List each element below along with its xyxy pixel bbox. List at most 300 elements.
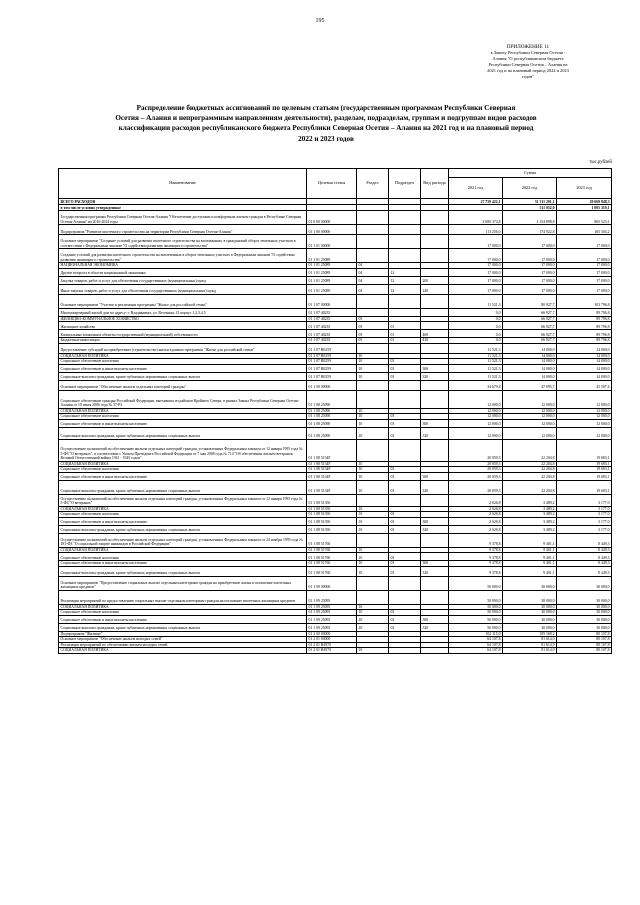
row-amount-2022: 3 489,2 [503,525,557,533]
row-subsection: 03 [389,525,421,533]
row-subsection [389,533,421,547]
row-subsection: 03 [389,517,421,525]
row-section [357,308,389,316]
row-amount-2021: 12 000,0 [449,419,503,427]
row-name: Многоквартирный жилой дом по адресу: г. Владикавказ, ул. Весенняя, 41 корпус 1,2,3,4,5 [59,308,307,316]
header-year-2023: 2023 год [557,178,612,199]
row-target-article: 01 1 08 5134F [307,480,357,494]
row-amount-2023: 80 107,8 [557,631,612,637]
row-amount-2023: 8 449,3 [557,547,612,553]
row-subsection: 03 [389,615,421,623]
document-title [88,103,564,144]
row-name: Основное мероприятие "Обеспечение жильем молодых семей" [59,637,307,643]
row-expense-type [421,308,449,316]
row-amount-2022: 81 614,9 [503,637,557,643]
row-name: Социальные выплаты гражданам, кроме публичных нормативных социальных выплат [59,427,307,439]
row-amount-2023: 19 683,1 [557,467,612,473]
row-amount-2023: 1 005 319,1 [557,205,612,211]
row-section: 10 [357,461,389,467]
row-amount-2022: 9 401,1 [503,533,557,547]
row-amount-2021: 17 000,0 [449,284,503,294]
row-amount-2022: 12 000,0 [503,414,557,420]
row-amount-2023: 30 000,0 [557,604,612,610]
row-expense-type [421,648,449,654]
table-row [59,533,612,547]
row-section: 10 [357,512,389,518]
row-expense-type [421,590,449,604]
row-section: 10 [357,604,389,610]
row-amount-2022: 3 489,2 [503,506,557,512]
row-amount-2023: 89 796,8 [557,330,612,338]
row-amount-2023: 17 000,0 [557,235,612,249]
row-target-article: 01 1 09 25095 [307,610,357,616]
row-amount-2023: 19 683,1 [557,480,612,494]
row-amount-2022: 22 204,8 [503,461,557,467]
row-name: Капитальные вложения в объекты государственной (муниципальной) собственности [59,330,307,338]
row-amount-2023: 89 796,8 [557,338,612,344]
row-amount-2021: 9 378,8 [449,566,503,576]
row-amount-2021: 12 000,0 [449,427,503,439]
row-amount-2022: 30 000,0 [503,623,557,631]
row-expense-type [421,380,449,390]
row-amount-2023: 8 449,3 [557,566,612,576]
row-amount-2023: 89 796,8 [557,308,612,316]
row-amount-2022: 511 052,0 [503,205,557,211]
row-section [357,225,389,235]
table-row [59,211,612,225]
row-subsection: 03 [389,561,421,567]
row-target-article: 01 1 08 5134F [307,467,357,473]
row-amount-2023: 3 177,0 [557,525,612,533]
table-row [59,590,612,604]
row-amount-2023: 45 507,4 [557,380,612,390]
row-name: Социальное обеспечение населения [59,414,307,420]
row-target-article: 01 0 00 00000 [307,211,357,225]
row-amount-2023: 30 000,0 [557,610,612,616]
title-line: Осетия – Алания и непрограммным направлениям деятельности), разделам, подразделам, группам и подгруппам видов расходов [115,114,537,123]
table-row [59,419,612,427]
table-row [59,553,612,561]
row-amount-2023: 14 000,0 [557,353,612,359]
row-target-article: 01 1 09 00000 [307,576,357,590]
row-amount-2023: 12 000,0 [557,419,612,427]
row-amount-2022: 81 614,9 [503,642,557,648]
row-amount-2021: 11 521,3 [449,294,503,308]
row-target-article: 01 1 08 51760 [307,547,357,553]
row-amount-2021: 20 059,3 [449,461,503,467]
row-amount-2021: 17 000,0 [449,235,503,249]
row-expense-type [421,235,449,249]
row-subsection [389,576,421,590]
row-amount-2021: 20 059,3 [449,480,503,494]
row-target-article: 01 1 08 51350 [307,494,357,506]
row-subsection [389,249,421,263]
row-expense-type [421,322,449,330]
row-target-article: 01 1 08 00000 [307,380,357,390]
row-section: 10 [357,615,389,623]
row-amount-2023: 14 000,0 [557,372,612,380]
row-amount-2023: 80 107,8 [557,648,612,654]
row-name: Социальные выплаты гражданам, кроме публичных нормативных социальных выплат [59,566,307,576]
row-amount-2021: 9 378,8 [449,561,503,567]
row-amount-2022: 14 000,0 [503,359,557,365]
row-section [357,380,389,390]
table-row [59,322,612,330]
row-amount-2021: 12 000,0 [449,408,503,414]
row-subsection [389,390,421,408]
row-amount-2023: 3 177,0 [557,517,612,525]
row-amount-2022: 80 927,7 [503,294,557,308]
row-amount-2022: 14 000,0 [503,353,557,359]
row-name: Осуществление полномочий по обеспечению жильем отдельных категорий граждан, установленных Федеральным законом от 12 января 1995 года № 5-ФЗ "О ветеранах", в соответствии с Указом Президента Российской Федерации от 7 мая 2008 года № 714 "Об обеспечении жильем ветеранов Великой Отечественной войны 1941 - 1945 годов" [59,439,307,461]
row-amount-2022: 66 927,7 [503,308,557,316]
row-target-article: 01 1 07 00000 [307,294,357,308]
row-expense-type: 300 [421,561,449,567]
table-row [59,364,612,372]
appendix-line: 2021 год и на плановый период 2022 и 2023 [487,68,569,73]
row-expense-type [421,576,449,590]
row-amount-2021: 11 521,3 [449,372,503,380]
row-section: 10 [357,553,389,561]
row-expense-type: 240 [421,284,449,294]
row-subsection: 01 [389,330,421,338]
row-name: Социальное обеспечение населения [59,553,307,561]
row-amount-2023: 30 000,0 [557,576,612,590]
row-name: Другие вопросы в области национальной экономики [59,268,307,276]
row-subsection: 03 [389,480,421,494]
row-amount-2021: 0,0 [449,338,503,344]
row-amount-2022: 22 204,8 [503,472,557,480]
row-section [357,294,389,308]
table-row [59,566,612,576]
row-amount-2023: 30 000,0 [557,615,612,623]
row-target-article: 01 1 01 25089 [307,284,357,294]
row-section: 10 [357,472,389,480]
row-amount-2021: 20 059,3 [449,467,503,473]
row-amount-2023: 103 796,8 [557,294,612,308]
row-amount-2023: 865 523,1 [557,211,612,225]
row-amount-2021: 50 000,0 [449,576,503,590]
row-name: Социальные выплаты гражданам, кроме публичных нормативных социальных выплат [59,623,307,631]
appendix-block [448,44,608,80]
row-section: 10 [357,467,389,473]
header-name: Наименование [59,169,307,199]
row-subsection: 03 [389,467,421,473]
row-amount-2021: 20 059,3 [449,439,503,461]
row-name: Осуществление полномочий по обеспечению жильем отдельных категорий граждан, установленных Федеральным законом от 12 января 1995 года № 5-ФЗ "О ветеранах" [59,494,307,506]
row-target-article: 01 1 07 40235 [307,308,357,316]
row-amount-2021: 9 378,8 [449,547,503,553]
row-amount-2023: 12 000,0 [557,390,612,408]
row-amount-2022: 14 000,0 [503,343,557,353]
row-name: СОЦИАЛЬНАЯ ПОЛИТИКА [59,353,307,359]
row-target-article: 01 1 09 25095 [307,623,357,631]
table-row [59,472,612,480]
row-amount-2021: 11 521,3 [449,353,503,359]
row-amount-2023: 29 669 848,3 [557,199,612,205]
row-amount-2021: 11 521,3 [449,364,503,372]
table-row [59,525,612,533]
row-amount-2022: 3 489,2 [503,512,557,518]
row-amount-2021: 0,0 [449,330,503,338]
row-amount-2022: 109 168,2 [503,631,557,637]
row-target-article: 01 1 01 25089 [307,276,357,284]
row-target-article: 01 2 00 00000 [307,631,357,637]
row-section [357,590,389,604]
row-amount-2022: 30 000,0 [503,590,557,604]
table-row [59,623,612,631]
row-name: Социальное обеспечение граждан Российской Федерации, выехавших из районов Крайнего Севера, в рамках Закона Республики Северная Осетия-Алания от 10 июля 2006 года № 37-РЗ [59,390,307,408]
row-section: 10 [357,359,389,365]
row-section: 10 [357,364,389,372]
row-amount-2021: 0,0 [449,308,503,316]
row-target-article: 01 1 07 40235 [307,322,357,330]
row-expense-type: 300 [421,364,449,372]
row-section: 10 [357,517,389,525]
row-amount-2022: 30 000,0 [503,576,557,590]
row-target-article: 01 1 08 51350 [307,506,357,512]
row-target-article: 01 1 08 51350 [307,512,357,518]
row-amount-2022: 3 489,2 [503,494,557,506]
row-amount-2021: 2 626,8 [449,506,503,512]
row-target-article: 01 1 07 R0259 [307,372,357,380]
row-target-article: 01 1 01 25089 [307,249,357,263]
row-target-article: 01 1 07 40235 [307,316,357,322]
row-name: Социальное обеспечение населения [59,467,307,473]
row-amount-2023: 30 000,0 [557,623,612,631]
header-year-2021: 2021 год [449,178,503,199]
row-section: 10 [357,353,389,359]
row-name: в том числе условно утвержденные [59,205,307,211]
row-target-article: 01 1 01 25089 [307,263,357,269]
header-year-2022: 2022 год [503,178,557,199]
units-label: тыс.рублей [589,160,612,165]
row-amount-2021: 50 000,0 [449,610,503,616]
row-amount-2022: 17 000,0 [503,284,557,294]
row-amount-2023: 80 107,8 [557,642,612,648]
row-amount-2022: 12 000,0 [503,419,557,427]
row-subsection [389,308,421,316]
row-amount-2022: 12 000,0 [503,390,557,408]
row-amount-2021: 11 521,3 [449,359,503,365]
row-section: 10 [357,547,389,553]
row-expense-type [421,494,449,506]
row-expense-type [421,439,449,461]
row-amount-2022: 17 000,0 [503,263,557,269]
row-target-article: 01 1 09 25095 [307,615,357,623]
row-target-article: 01 1 07 R0259 [307,364,357,372]
row-expense-type: 200 [421,276,449,284]
row-amount-2022: 30 000,0 [503,604,557,610]
row-amount-2021: 2 626,8 [449,512,503,518]
row-name: Реализация мероприятий по предоставлению социальных выплат отдельным категориям граждан на погашение ипотечных жилищных кредитов [59,590,307,604]
table-row [59,343,612,353]
row-subsection: 12 [389,284,421,294]
row-name: Иные закупки товаров, работ и услуг для обеспечения государственных (муниципальных) нужд [59,284,307,294]
row-section: 10 [357,427,389,439]
row-section [357,211,389,225]
row-amount-2022: 9 401,1 [503,553,557,561]
row-amount-2023: 19 683,1 [557,461,612,467]
row-amount-2023: 12 000,0 [557,427,612,439]
row-amount-2021: 0,0 [449,316,503,322]
row-section: 10 [357,623,389,631]
row-section: 10 [357,561,389,567]
row-amount-2022: 174 922,8 [503,225,557,235]
row-target-article: 01 1 08 5134F [307,461,357,467]
row-amount-2022: 31 311 201,1 [503,199,557,205]
table-row [59,372,612,380]
row-name: Основное мероприятие "Обеспечение жильем отдельных категорий граждан" [59,380,307,390]
row-target-article: 01 1 08 5134F [307,439,357,461]
row-name: Социальные выплаты гражданам, кроме публичных нормативных социальных выплат [59,525,307,533]
row-expense-type: 410 [421,338,449,344]
row-amount-2021: 64 107,8 [449,637,503,643]
row-expense-type: 400 [421,330,449,338]
row-amount-2021: 50 000,0 [449,590,503,604]
row-section: 10 [357,648,389,654]
row-target-article: 01 1 01 00000 [307,235,357,249]
row-amount-2022: 9 401,1 [503,547,557,553]
row-amount-2022: 17 000,0 [503,249,557,263]
table-row [59,480,612,494]
row-amount-2023: 19 683,1 [557,439,612,461]
row-section: 10 [357,419,389,427]
row-target-article: 01 1 08 25090 [307,427,357,439]
row-amount-2022: 22 204,8 [503,467,557,473]
row-name: Подпрограмма "Жилище" [59,631,307,637]
row-name: Подпрограмма "Развитие ипотечного строительства на территории Республики Северная Осетия-Алания" [59,225,307,235]
row-name: Основное мероприятие "Создание условий для развития ипотечного строительства на вложенными, в гражданский оборот земельных участков в соответствии с Федеральным законом "О содействии развитию жилищного строительства" [59,235,307,249]
row-amount-2022: 66 927,7 [503,316,557,322]
row-amount-2023: 17 000,0 [557,249,612,263]
row-name: Основное мероприятие "Предоставление социальных выплат отдельным категориям граждан на приобретение жилья и погашение ипотечных жилищных кредитов" [59,576,307,590]
row-amount-2021: 20 059,3 [449,472,503,480]
row-amount-2021: 50 000,0 [449,604,503,610]
row-subsection: 03 [389,364,421,372]
row-subsection: 03 [389,610,421,616]
row-amount-2023: 17 000,0 [557,268,612,276]
row-subsection: 03 [389,512,421,518]
row-section: 10 [357,525,389,533]
appendix-line: годов" [521,74,535,79]
row-name: Социальное обеспечение и иные выплаты населению [59,561,307,567]
row-subsection: 03 [389,427,421,439]
row-target-article: 01 1 07 40235 [307,330,357,338]
row-amount-2021: 12 000,0 [449,414,503,420]
row-amount-2022: 9 401,1 [503,561,557,567]
row-amount-2023: 8 449,3 [557,553,612,561]
row-amount-2023: 30 000,0 [557,590,612,604]
row-subsection [389,294,421,308]
row-section [357,343,389,353]
row-section: 05 [357,322,389,330]
table-row [59,648,612,654]
table-row [59,576,612,590]
row-name: СОЦИАЛЬНАЯ ПОЛИТИКА [59,547,307,553]
row-target-article: 01 1 07 R0259 [307,359,357,365]
row-amount-2022: 14 000,0 [503,372,557,380]
row-subsection: 03 [389,623,421,631]
title-line: Распределение бюджетных ассигнований по целевым статьям (государственным программам Республики Северная [136,104,516,112]
row-amount-2023: 89 796,8 [557,322,612,330]
row-amount-2022: 30 000,0 [503,615,557,623]
row-name: Социальное обеспечение населения [59,359,307,365]
row-name: ЖИЛИЩНО-КОММУНАЛЬНОЕ ХОЗЯЙСТВО [59,316,307,322]
row-amount-2021: 17 000,0 [449,276,503,284]
row-subsection: 03 [389,414,421,420]
row-amount-2021: 2 626,8 [449,525,503,533]
row-section: 10 [357,408,389,414]
row-amount-2022: 66 927,7 [503,338,557,344]
row-subsection: 03 [389,372,421,380]
row-amount-2023: 19 683,1 [557,472,612,480]
row-name: Создание условий для развития ипотечного строительства на вовлеченных в оборот земельных участках в Федеральным законом "О содействии развитию жилищного строительства" [59,249,307,263]
header-section: Раздел [357,169,389,199]
row-target-article: 01 1 07 40235 [307,338,357,344]
row-target-article: 01 1 08 51760 [307,561,357,567]
table-row [59,494,612,506]
row-target-article: 01 1 08 25090 [307,390,357,408]
row-section: 05 [357,330,389,338]
row-section: 04 [357,276,389,284]
row-amount-2023: 89 796,8 [557,316,612,322]
row-name: СОЦИАЛЬНАЯ ПОЛИТИКА [59,461,307,467]
row-section [357,249,389,263]
row-expense-type: 300 [421,472,449,480]
row-target-article: 01 1 01 25089 [307,268,357,276]
row-subsection [389,494,421,506]
table-row [59,294,612,308]
row-section: 04 [357,268,389,276]
row-amount-2021: 2 626,8 [449,494,503,506]
row-amount-2023: 14 000,0 [557,359,612,365]
row-target-article: 01 1 00 00000 [307,225,357,235]
row-expense-type: 320 [421,623,449,631]
row-amount-2021: 9 378,8 [449,533,503,547]
row-name: Социальное обеспечение и иные выплаты населению [59,517,307,525]
row-subsection: 01 [389,322,421,330]
row-expense-type: 320 [421,566,449,576]
row-expense-type [421,390,449,408]
row-subsection [389,648,421,654]
table-row [59,615,612,623]
row-expense-type [421,553,449,561]
row-expense-type: 300 [421,517,449,525]
row-section: 05 [357,338,389,344]
row-amount-2022: 17 000,0 [503,235,557,249]
row-amount-2021: 9 378,8 [449,553,503,561]
row-amount-2021: 102 115,0 [449,631,503,637]
row-target-article: 01 2 01 R4970 [307,642,357,648]
row-amount-2023: 165 304,2 [557,225,612,235]
row-amount-2022: 1 154 898,8 [503,211,557,225]
row-name: Реализация мероприятий по обеспечению жильем молодых семей [59,642,307,648]
header-target-article: Целевая статья [307,169,357,199]
row-expense-type [421,211,449,225]
row-target-article: 01 1 07 R0259 [307,343,357,353]
row-section: 05 [357,316,389,322]
row-target-article: 01 1 08 25090 [307,408,357,414]
row-subsection [389,225,421,235]
appendix-line: Республики Северная Осетия – Алания на [488,62,568,67]
row-amount-2023: 3 177,0 [557,512,612,518]
row-expense-type [421,343,449,353]
row-amount-2021: 34 679,8 [449,380,503,390]
row-name: ВСЕГО РАСХОДОВ [59,199,307,205]
row-expense-type: 320 [421,372,449,380]
row-amount-2021: 11 521,3 [449,343,503,353]
